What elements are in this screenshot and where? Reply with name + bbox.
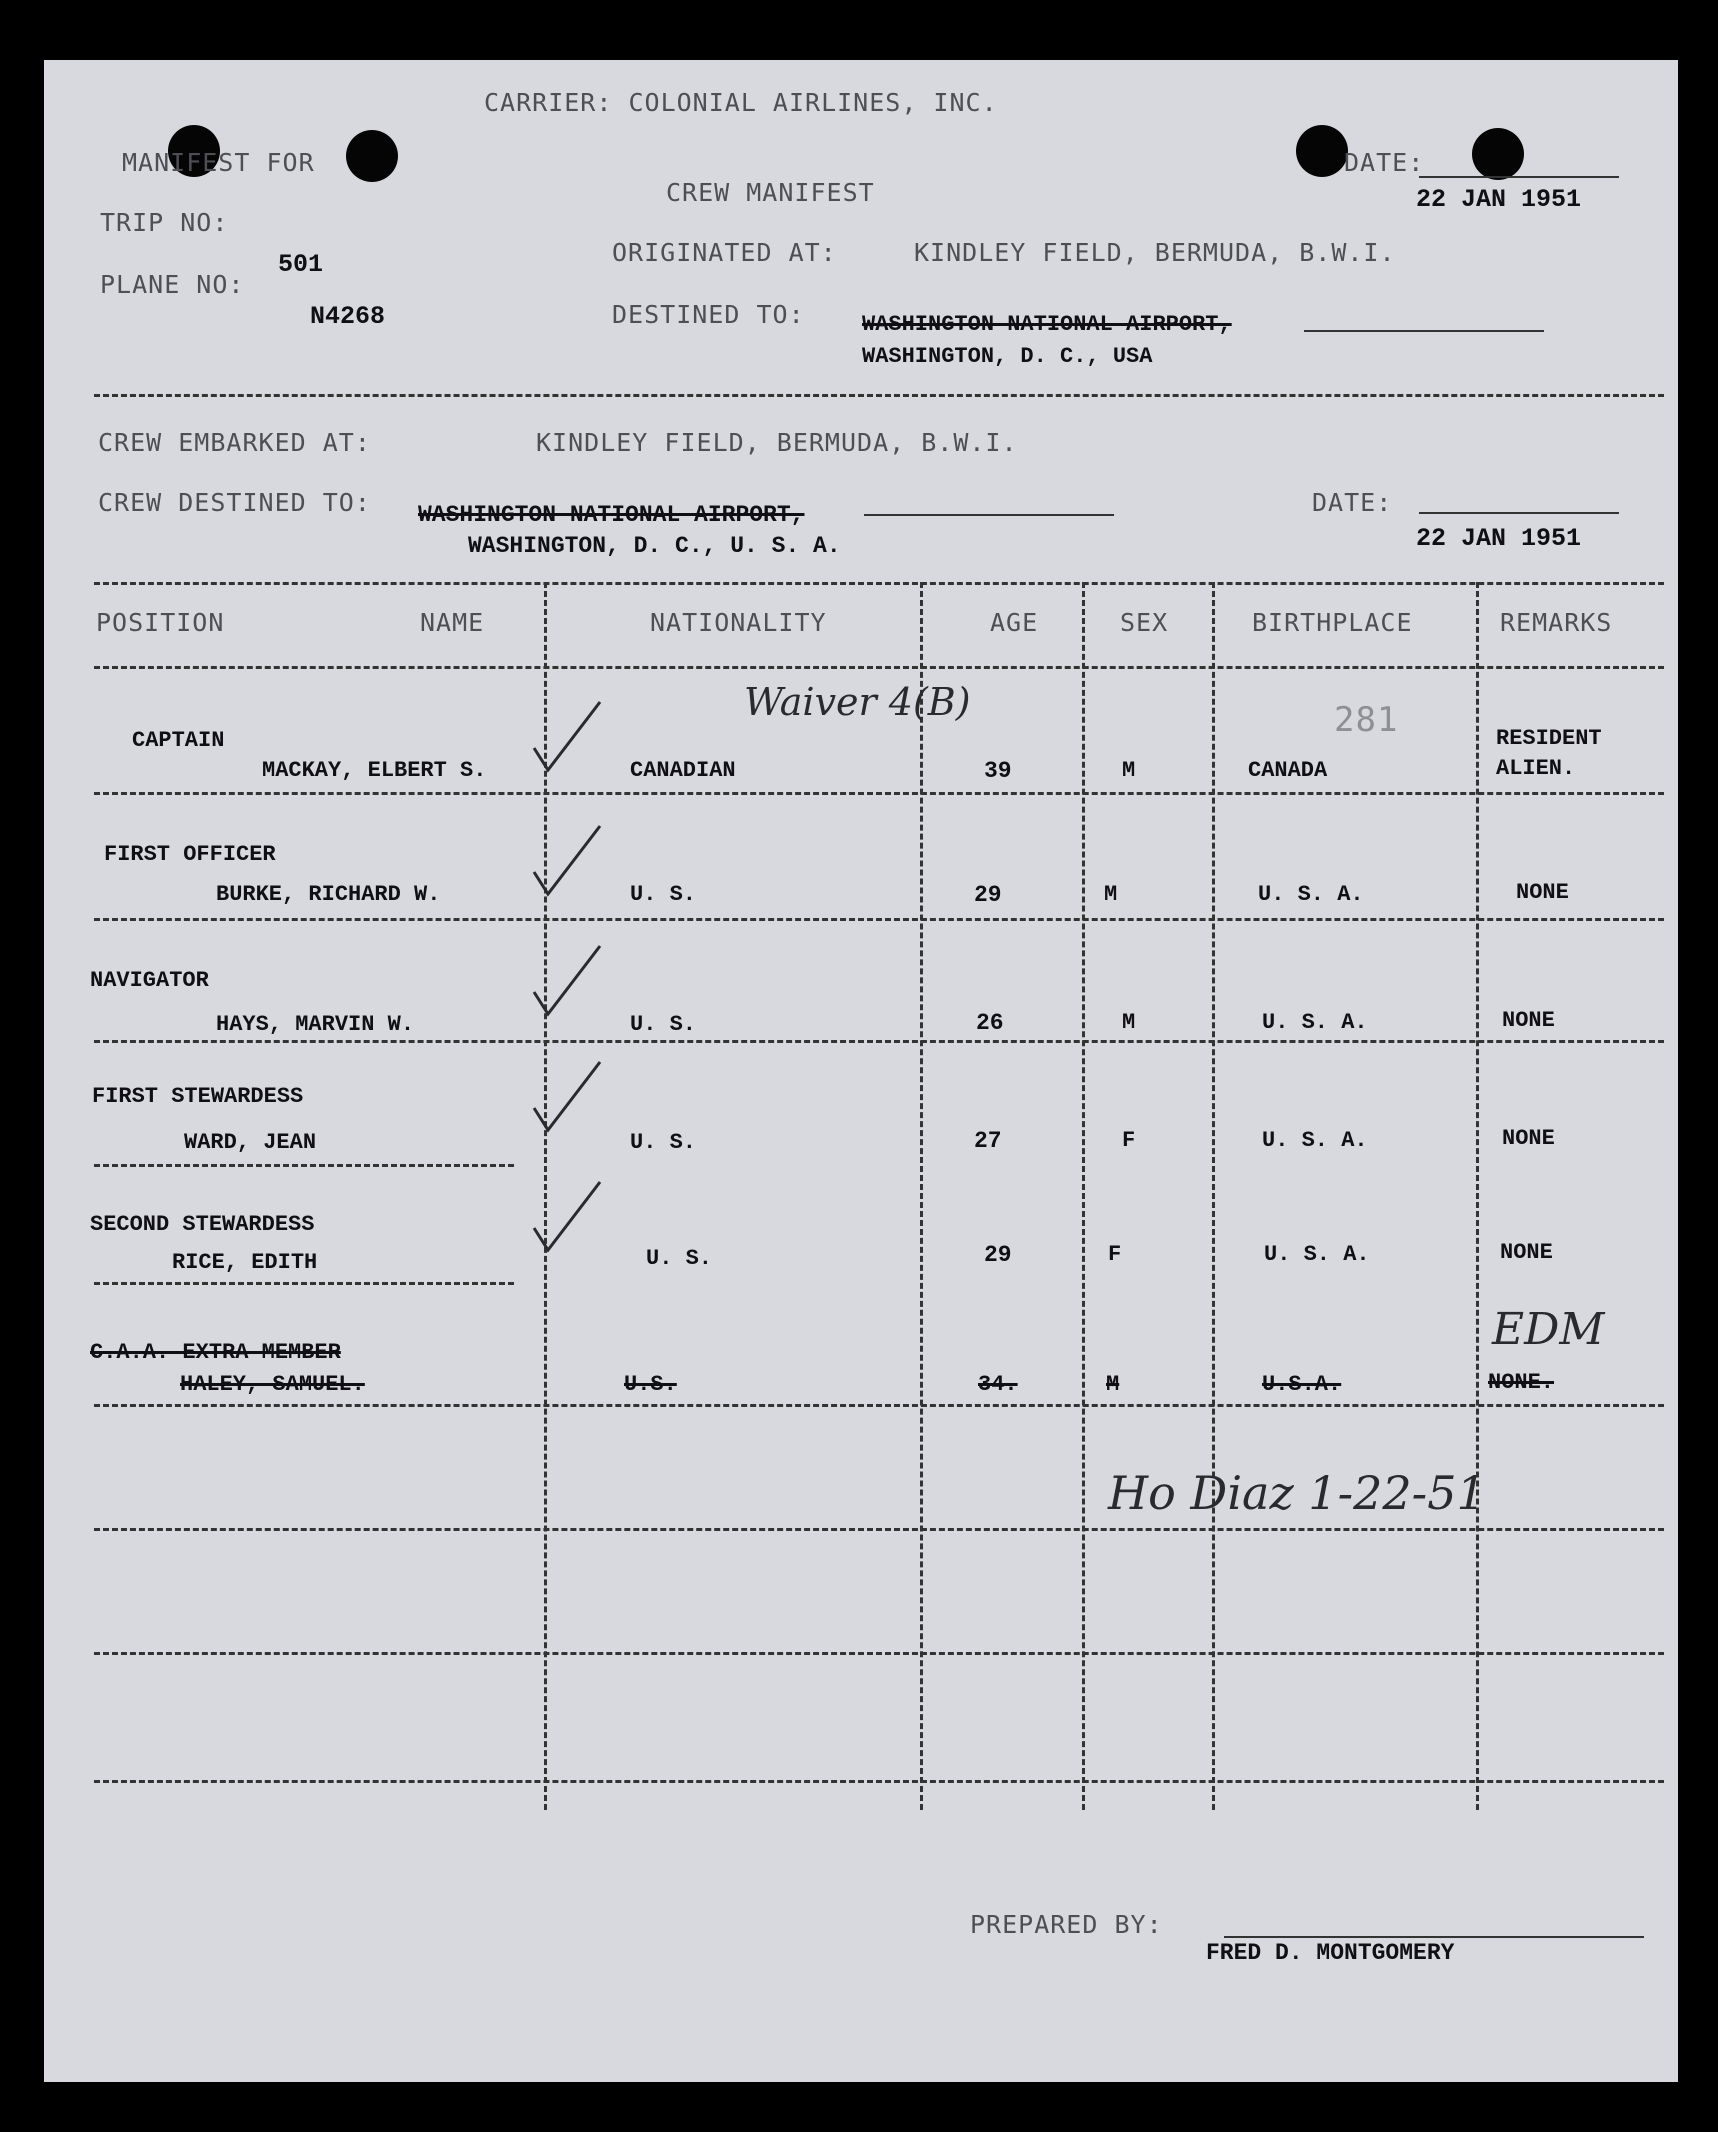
originated-label: ORIGINATED AT: xyxy=(612,238,837,267)
row-birthplace: U. S. A. xyxy=(1258,882,1364,907)
punch-hole xyxy=(346,130,398,182)
divider xyxy=(94,582,1664,585)
table-header-rule xyxy=(94,666,1664,669)
col-header-age: AGE xyxy=(990,608,1039,637)
row-birthplace: U.S.A. xyxy=(1262,1372,1342,1397)
destined-blank xyxy=(1304,330,1544,332)
row-name: HALEY, SAMUEL. xyxy=(180,1372,365,1397)
row-nationality: U. S. xyxy=(630,1012,697,1037)
date-label: DATE: xyxy=(1344,148,1425,177)
row-remarks: NONE xyxy=(1502,1126,1555,1151)
row-position: FIRST STEWARDESS xyxy=(92,1084,304,1109)
row-age: 29 xyxy=(984,1242,1012,1268)
row-remarks: NONE. xyxy=(1488,1370,1555,1395)
col-header-sex: SEX xyxy=(1120,608,1169,637)
crew-destined-label: CREW DESTINED TO: xyxy=(98,488,371,517)
destined-line2: WASHINGTON, D. C., USA xyxy=(862,344,1153,369)
row-remarks: NONE xyxy=(1516,880,1569,905)
col-header-position: POSITION xyxy=(96,608,225,637)
row-name: MACKAY, ELBERT S. xyxy=(262,758,487,783)
trip-no-label: TRIP NO: xyxy=(100,208,229,237)
row-nationality: U. S. xyxy=(646,1246,713,1271)
row-position: FIRST OFFICER xyxy=(104,842,276,867)
destined-label: DESTINED TO: xyxy=(612,300,805,329)
row-birthplace: U. S. A. xyxy=(1262,1010,1368,1035)
crew-destined-line2: WASHINGTON, D. C., U. S. A. xyxy=(468,533,841,559)
destined-line1: WASHINGTON NATIONAL AIRPORT, xyxy=(862,312,1232,337)
row-sex: F xyxy=(1108,1242,1122,1267)
row-rule xyxy=(94,792,1664,795)
waiver-annotation: Waiver 4(B) xyxy=(744,680,971,724)
row-age: 27 xyxy=(974,1128,1002,1154)
col-header-birthplace: BIRTHPLACE xyxy=(1252,608,1413,637)
row-rule xyxy=(94,918,1664,921)
header-date: 22 JAN 1951 xyxy=(1416,185,1582,214)
carrier-line: CARRIER: COLONIAL AIRLINES, INC. xyxy=(484,88,998,117)
row-position: SECOND STEWARDESS xyxy=(90,1212,315,1237)
plane-no-value: N4268 xyxy=(310,302,386,331)
row-name: BURKE, RICHARD W. xyxy=(216,882,441,907)
col-header-remarks: REMARKS xyxy=(1500,608,1613,637)
column-rule xyxy=(1082,582,1085,1810)
row-sex: M xyxy=(1122,758,1136,783)
crew-destined-line1: WASHINGTON NATIONAL AIRPORT, xyxy=(418,502,805,528)
row-sex: M xyxy=(1106,1372,1120,1397)
row-age: 26 xyxy=(976,1010,1004,1036)
row-birthplace: U. S. A. xyxy=(1264,1242,1370,1267)
crew-embarked-label: CREW EMBARKED AT: xyxy=(98,428,371,457)
crew-date-blank xyxy=(1419,512,1619,514)
row-age: 29 xyxy=(974,882,1002,908)
row-name: HAYS, MARVIN W. xyxy=(216,1012,415,1037)
row-rule xyxy=(94,1528,1664,1531)
prepared-by-name: FRED D. MONTGOMERY xyxy=(1206,1940,1455,1966)
row-rule xyxy=(94,1404,1664,1407)
row-remarks: NONE xyxy=(1500,1240,1553,1265)
column-rule xyxy=(920,582,923,1810)
row-sex: F xyxy=(1122,1128,1136,1153)
row-rule xyxy=(94,1164,514,1167)
row-age: 34. xyxy=(978,1372,1018,1397)
manifest-page xyxy=(44,60,1678,2082)
crew-date-label: DATE: xyxy=(1312,488,1393,517)
row-age: 39 xyxy=(984,758,1012,784)
row-birthplace: U. S. A. xyxy=(1262,1128,1368,1153)
row-rule xyxy=(94,1780,1664,1783)
col-header-nationality: NATIONALITY xyxy=(650,608,827,637)
column-rule xyxy=(1476,582,1479,1810)
prepared-by-blank xyxy=(1224,1936,1644,1938)
check-mark-icon xyxy=(530,696,610,776)
check-mark-icon xyxy=(530,1176,610,1256)
plane-no-label: PLANE NO: xyxy=(100,270,245,299)
trip-no-value: 501 xyxy=(278,250,324,279)
initials-annotation: EDM xyxy=(1492,1304,1605,1355)
check-mark-icon xyxy=(530,820,610,900)
row-rule xyxy=(94,1652,1664,1655)
row-nationality: CANADIAN xyxy=(630,758,736,783)
row-position: CAPTAIN xyxy=(132,728,225,753)
crew-date-value: 22 JAN 1951 xyxy=(1416,524,1582,553)
page-title: CREW MANIFEST xyxy=(666,178,875,207)
row-nationality: U. S. xyxy=(630,1130,697,1155)
originated-value: KINDLEY FIELD, BERMUDA, B.W.I. xyxy=(914,238,1396,267)
manifest-for-label: MANIFEST FOR xyxy=(122,148,315,177)
crew-embarked-value: KINDLEY FIELD, BERMUDA, B.W.I. xyxy=(536,428,1018,457)
row-rule xyxy=(94,1282,514,1285)
divider xyxy=(94,394,1664,397)
row-nationality: U.S. xyxy=(624,1372,677,1397)
row-name: WARD, JEAN xyxy=(184,1130,317,1155)
punch-hole xyxy=(1472,128,1524,180)
row-remarks-line2: ALIEN. xyxy=(1496,756,1576,781)
stamp-number: 281 xyxy=(1334,700,1399,740)
crew-destined-blank xyxy=(864,514,1114,516)
punch-hole xyxy=(1296,125,1348,177)
col-header-name: NAME xyxy=(420,608,485,637)
column-rule xyxy=(1212,582,1215,1810)
row-sex: M xyxy=(1104,882,1118,907)
date-blank xyxy=(1419,176,1619,178)
row-remarks: NONE xyxy=(1502,1008,1555,1033)
check-mark-icon xyxy=(530,940,610,1020)
row-rule xyxy=(94,1040,1664,1043)
prepared-by-label: PREPARED BY: xyxy=(970,1910,1163,1939)
row-remarks: RESIDENT xyxy=(1496,726,1602,751)
row-birthplace: CANADA xyxy=(1248,758,1328,783)
check-mark-icon xyxy=(530,1056,610,1136)
row-position: C.A.A. EXTRA MEMBER xyxy=(90,1340,341,1365)
row-name: RICE, EDITH xyxy=(172,1250,318,1275)
row-nationality: U. S. xyxy=(630,882,697,907)
row-sex: M xyxy=(1122,1010,1136,1035)
row-position: NAVIGATOR xyxy=(90,968,209,993)
signature-date-annotation: Ho Diaz 1-22-51 xyxy=(1108,1466,1486,1520)
